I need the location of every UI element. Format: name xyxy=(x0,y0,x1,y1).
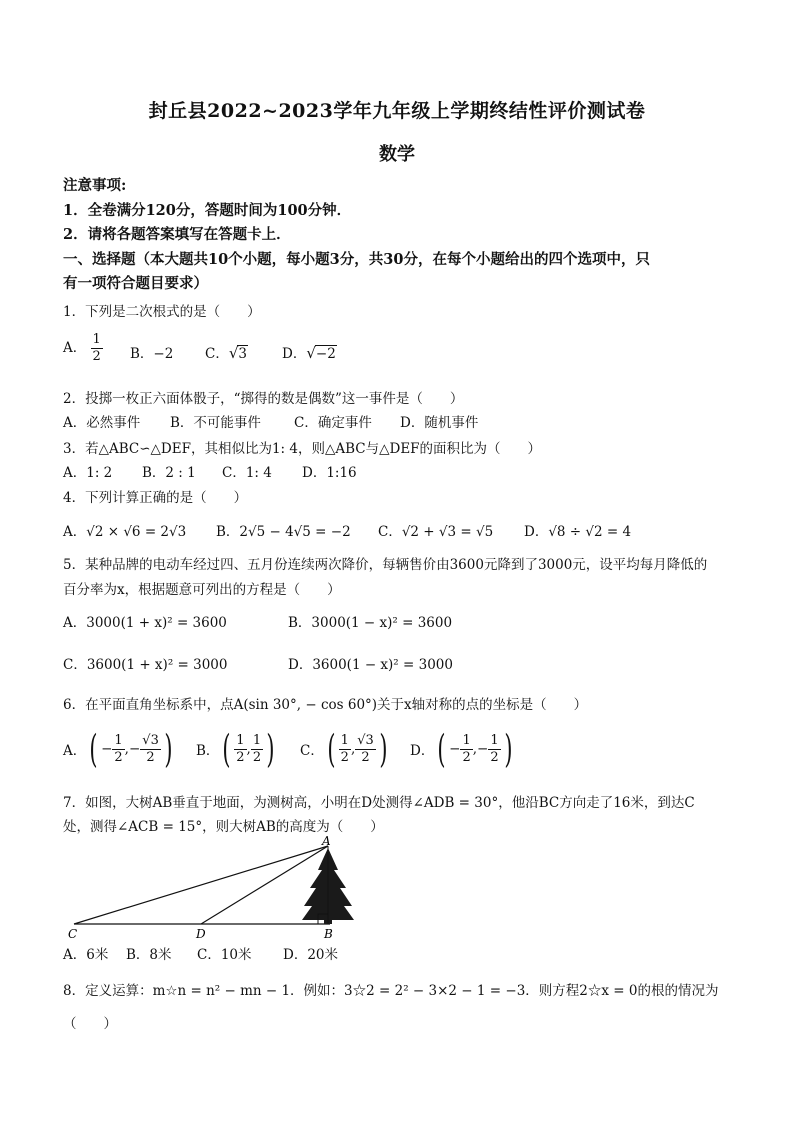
left-paren-icon: ( xyxy=(222,727,231,771)
q3-option-b: B．2 : 1 xyxy=(142,465,196,481)
q1-a-label: A． xyxy=(63,340,87,356)
q1-a-denominator: 2 xyxy=(92,349,101,364)
comma: ,− xyxy=(124,741,141,757)
q6-c-x-num: 1 xyxy=(340,732,349,748)
right-paren-icon: ) xyxy=(503,727,513,771)
right-paren-icon: ) xyxy=(379,727,388,771)
q7-stem-line2: 处，测得∠ACB = 15°，则大树AB的高度为（ ） xyxy=(63,819,384,835)
q7-option-c: C．10米 xyxy=(197,947,252,963)
label-d: D xyxy=(196,927,206,940)
radical-icon: √ xyxy=(228,344,239,362)
q6-a-x-num: 1 xyxy=(114,732,123,748)
exam-title: 封丘县2022~2023学年九年级上学期终结性评价测试卷 xyxy=(148,100,646,122)
q6-c-label: C． xyxy=(300,743,324,759)
comma: ,− xyxy=(472,741,489,757)
q1-c-label: C． xyxy=(205,346,229,362)
q6-b-x-den: 2 xyxy=(236,749,245,765)
q6-option-c xyxy=(300,727,391,771)
q7-stem-line1: 7．如图，大树AB垂直于地面，为测树高，小明在D处测得∠ADB = 30°，他沿BC方向走了16米，到达C xyxy=(63,795,695,811)
right-paren-icon: ) xyxy=(164,727,173,771)
q5-stem-line1: 5．某种品牌的电动车经过四、五月份连续两次降价，每辆售价由3600元降到了3000元，设平均每月降低的 xyxy=(63,557,708,573)
q6-a-label: A． xyxy=(63,743,87,759)
q6-d-y xyxy=(488,733,500,766)
q2-option-d: D．随机事件 xyxy=(400,415,479,431)
q1-option-b: B．−2 xyxy=(130,346,174,362)
q7-option-d: D．20米 xyxy=(283,947,339,963)
comma: , xyxy=(246,741,251,757)
q6-b-y-num: 1 xyxy=(252,732,262,748)
q6-c-x-den: 2 xyxy=(340,749,349,765)
q6-d-y-num: 1 xyxy=(490,732,499,748)
label-b: B xyxy=(324,927,333,940)
q6-d-x-num: 1 xyxy=(462,732,471,748)
q5-stem-line2: 百分率为x，根据题意可列出的方程是（ ） xyxy=(63,582,341,598)
label-c: C xyxy=(68,927,78,940)
q6-option-d xyxy=(410,727,515,771)
q3-option-a: A．1: 2 xyxy=(63,465,113,481)
q4-option-a: A．√2 × √6 = 2√3 xyxy=(63,524,187,540)
q3-option-d: D．1:16 xyxy=(302,465,357,481)
q1-c-radicand: 3 xyxy=(238,346,247,362)
q4-option-d: D．√8 ÷ √2 = 4 xyxy=(524,524,632,540)
q6-b-x-num: 1 xyxy=(236,732,245,748)
q2-option-b: B．不可能事件 xyxy=(170,415,261,431)
q5-option-d: D．3600(1 − x)² = 3000 xyxy=(288,657,453,673)
left-paren-icon: ( xyxy=(89,727,98,771)
q6-a-x-den: 2 xyxy=(114,749,123,765)
q6-c-y xyxy=(355,733,376,766)
q6-option-b xyxy=(196,727,278,771)
q1-a-fraction xyxy=(91,332,103,365)
section-1-heading-line1: 一、选择题（本大题共10个小题，每小题3分，共30分，在每个小题给出的四个选项中，只 xyxy=(63,251,650,268)
q1-a-numerator: 1 xyxy=(92,332,101,347)
q1-stem: 1．下列是二次根式的是（ ） xyxy=(63,304,261,320)
q7-option-a: A．6米 xyxy=(63,947,109,963)
label-a: A xyxy=(322,836,331,848)
right-paren-icon: ) xyxy=(266,727,275,771)
q6-a-y xyxy=(140,733,161,766)
minus-sign: − xyxy=(101,741,113,757)
q1-d-radicand: −2 xyxy=(315,346,336,362)
q1-option-d xyxy=(282,342,337,362)
q5-option-b: B．3000(1 − x)² = 3600 xyxy=(288,615,453,631)
q1-option-a xyxy=(63,332,103,365)
q6-b-y xyxy=(251,733,263,766)
note-2: 2．请将各题答案填写在答题卡上． xyxy=(63,226,291,243)
q6-a-y-den: 2 xyxy=(146,749,155,765)
q4-stem: 4．下列计算正确的是（ ） xyxy=(63,490,248,506)
q4-option-b: B．2√5 − 4√5 = −2 xyxy=(216,524,351,540)
q8-stem-line1: 8．定义运算：m☆n = n² − mn − 1．例如：3☆2 = 2² − 3×2 − 1 = −3．则方程2☆x = 0的根的情况为 xyxy=(63,983,719,999)
q6-a-y-num: √3 xyxy=(142,732,159,748)
q6-d-x xyxy=(460,733,472,766)
left-paren-icon: ( xyxy=(437,727,446,771)
q6-c-y-den: 2 xyxy=(361,749,370,765)
notes-heading: 注意事项: xyxy=(63,177,127,194)
section-1-heading-line2: 有一项符合题目要求） xyxy=(63,275,208,292)
q7-option-b: B．8米 xyxy=(126,947,172,963)
q7-figure xyxy=(60,836,360,940)
q6-d-label: D． xyxy=(410,743,435,759)
q1-option-c xyxy=(205,342,248,362)
q3-option-c: C．1: 4 xyxy=(222,465,272,481)
minus-sign: − xyxy=(449,741,461,757)
q4-option-c: C．√2 + √3 = √5 xyxy=(378,524,494,540)
q6-b-y-den: 2 xyxy=(252,749,262,765)
q6-b-label: B． xyxy=(196,743,220,759)
q8-stem-line2: （ ） xyxy=(63,1016,117,1032)
q5-option-a: A．3000(1 + x)² = 3600 xyxy=(63,615,227,631)
q6-b-x xyxy=(234,733,246,766)
exam-subject: 数学 xyxy=(379,144,415,165)
note-1: 1．全卷满分120分，答题时间为100分钟． xyxy=(63,202,352,219)
q6-option-a xyxy=(63,727,176,771)
q3-stem: 3．若△ABC∽△DEF，其相似比为1: 4，则△ABC与△DEF的面积比为（ ） xyxy=(63,441,542,457)
left-paren-icon: ( xyxy=(327,727,336,771)
q6-stem: 6．在平面直角坐标系中，点A(sin 30°, − cos 60°)关于x轴对称的点的坐标是（ ） xyxy=(63,697,588,713)
q2-stem: 2．投掷一枚正六面体骰子，“掷得的数是偶数”这一事件是（ ） xyxy=(63,391,464,407)
comma: , xyxy=(350,741,356,757)
q6-a-x xyxy=(112,733,124,766)
line-ac xyxy=(74,846,328,924)
q6-d-x-den: 2 xyxy=(462,749,471,765)
q6-c-x xyxy=(339,733,351,766)
q5-option-c: C．3600(1 + x)² = 3000 xyxy=(63,657,228,673)
q2-option-a: A．必然事件 xyxy=(63,415,141,431)
radical-icon: √ xyxy=(306,344,316,362)
q2-option-c: C．确定事件 xyxy=(294,415,372,431)
q6-d-y-den: 2 xyxy=(490,749,499,765)
q6-c-y-num: √3 xyxy=(357,732,374,748)
q1-d-label: D． xyxy=(282,346,307,362)
